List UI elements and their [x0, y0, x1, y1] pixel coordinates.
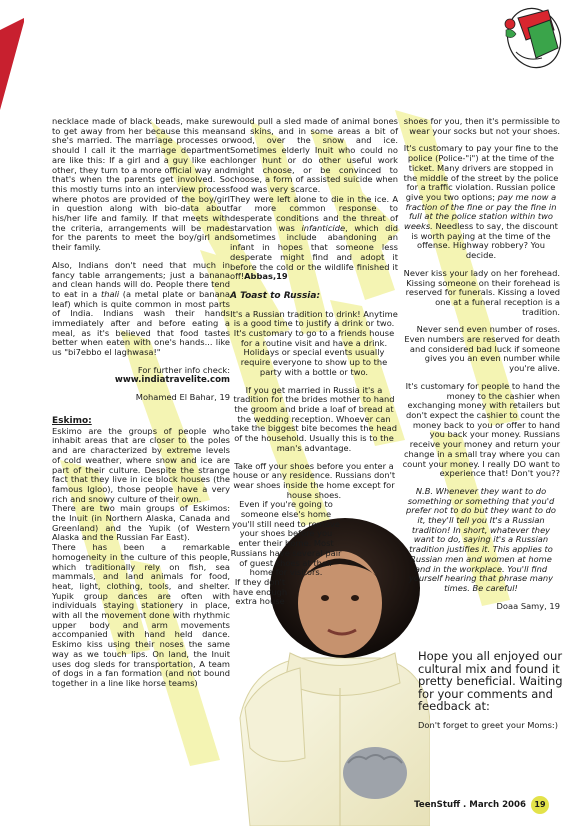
russia-shoes-paragraph: Take off your shoes before you enter a house or any residence. Russians don't wear shoes inside the home except for house shoes.	[232, 460, 396, 500]
bits-and-pieces-logo-icon	[488, 0, 566, 75]
column-middle	[230, 117, 398, 607]
russia-nb-paragraph: N.B. Whenever they want to do something or something that you'd prefer not to do but they want to do it, they'll tell you It's a Russian tradition! In short, whatever they want to do, saying it's a Russian tradition justifies it. This applies to Russian men and women at home and in the workplace. You'll find yourself hearing that phrase many times. Be careful!	[406, 485, 556, 593]
eskimo-infanticide-paragraph	[230, 195, 398, 282]
russia-guest-shoes-paragraph: Even if you're going to someone else's home you'll still need to remove your shoes before you enter their home. Most Russians have several pair of guest shoes at their home for visitors.	[230, 499, 342, 578]
eskimo-groups-paragraph: There are two main groups of Eskimos: the Inuit (in Northern Alaska, Canada and Greenland) and the Yupik (of Western Alaska and the Russian Far East).	[52, 503, 230, 543]
russia-wedding-paragraph: If you get married in Russia it's a tradition for the brides mother to hand the groom and bride a loaf of bread at the wedding reception. Whoever can take the biggest bite becomes the head of the household. Usually this is to the man's advantage.	[231, 384, 397, 453]
eskimo-intro-paragraph: Eskimo are the groups of people who inhabit areas that are closer to the poles and are characterized by extreme levels of cold weather, where snow and ice are part of their culture. Despite the strange fact that they live in ice block houses (the famous Igloo), those people have a very rich and snowy culture of their own.	[52, 425, 230, 504]
info-label: For further info check:	[137, 364, 230, 375]
russia-forehead-paragraph: Never kiss your lady on her forehead. Kissing someone on their forehead is reserved for funerals. Kissing a loved one at a funeral reception is a tradition.	[403, 267, 560, 317]
closing-note	[418, 650, 564, 730]
red-corner-wedge	[0, 0, 24, 110]
text-run: (a metal plate or banana leaf) which is quite common in most parts of India. Indians wash their hands immediately after and before eating a meal, as it's believed that food tastes better when eaten with one's hands... like us "bi7ebbo el laghwasa!"	[52, 288, 231, 358]
russia-extra-shoes-paragraph: If they don't have enough extra house	[232, 576, 288, 607]
page-number-badge: 19	[531, 796, 549, 814]
text-run: Needless to say, the discount is worth paying at the time of the offense. Highway robbery? You decide.	[411, 221, 558, 261]
info-url-link[interactable]: www.indiatravelite.com	[114, 374, 230, 385]
text-run: , which did sometimes include abandoning an infant in hopes that someone less desperate might find and adopt it before the cold or the wildlife finished it off!	[230, 222, 398, 282]
eskimo-heading: Eskimo:	[52, 415, 92, 426]
page-footer	[414, 796, 549, 814]
author-doaa: Doaa Samy, 19	[496, 600, 560, 611]
infanticide-term: infanticide	[301, 222, 346, 233]
closing-main-text: Hope you all enjoyed our cultural mix and found it pretty beneficial. Waiting for your comments and feedback at:	[418, 649, 563, 713]
india-marriage-paragraph: necklace made of black beads, make sure to get away from her because this means she's married. The marriage processes or should I call it the marriage department are like this: If a girl and a guy like each other, they turn to a more official way and that's when the parents get involved. So this mostly turns into an interview process where photos are provided of the boy/girl in question along with bio-data about his/her life and family. If that meets with the criteria, arrangements will be made for the parents to meet the boy/girl and their family.	[52, 116, 230, 253]
author-abbas: Abbas,19	[244, 271, 288, 282]
author-mohamed: Mohamed El Bahar, 19	[135, 392, 230, 403]
eskimo-sled-paragraph: would pull a sled made of animal bones and skins, and in some areas a bit of wood, over the snow and ice. Sometimes elderly Inuit who could no longer hunt or do other useful work might choose, or be convinced to choose, a form of assisted suicide when food was very scarce.	[230, 116, 398, 194]
police-options-text: pay me now a fraction of the fine or pay the fine in full at the police station within two weeks.	[404, 191, 557, 232]
column-right	[402, 117, 560, 619]
text-run: They were left alone to die in the ice. A far more common response to desperate conditions and the threat of starvation was	[230, 193, 398, 233]
column-left	[52, 117, 230, 697]
russia-heading: A Toast to Russia:	[230, 290, 321, 301]
text-run: Also, Indians don't need that much in fancy table arrangements; just a banana and clean hands will do. People there tend to eat in a	[52, 259, 230, 299]
closing-sub-text: Don't forget to greet your Moms:)	[418, 719, 558, 730]
russia-drink-paragraph: It's a Russian tradition to drink! Anytime is a good time to justify a drink or two. It's customary to go to a friends house for a routine visit and have a drink. Holidays or special events usually require everyone to show up to the party with a bottle or two.	[230, 308, 398, 377]
eskimo-culture-paragraph: There has been a remarkable homogeneity in the culture of this people, which traditionally rely on fish, sea mammals, and land animals for food, heat, light, clothing, tools, and shelter. Yupik group dances are often with individuals staying stationery in place, with all the movement done with rhythmic upper body and arm movements accompanied with hand held dance. Eskimo kiss using their noses the same way as we touch lips. On land, the Inuit uses dog sleds for transportation, A team of dogs in a fan formation (and not bound together in a line like horse teams)	[52, 542, 230, 688]
russia-police-paragraph	[402, 144, 560, 260]
russia-money-paragraph: It's customary for people to hand the money to the cashier when exchanging money with retailers but don't expect the cashier to count the money back to you or offer to hand you back your money. Russians receive your money and return your change in a small tray where you can count your money. I really DO want to experience that! Don't you??	[402, 380, 560, 479]
russia-socks-paragraph: shoes for you, then it's permissible to wear your socks but not your shoes.	[403, 116, 560, 136]
magazine-name: TeenStuff . March 2006	[414, 800, 526, 810]
russia-roses-paragraph: Never send even number of roses. Even numbers are reserved for death and considered bad luck if someone gives you an even number while you're alive.	[404, 324, 560, 374]
text-run: It's customary to pay your fine to the police (Police-"i") at the time of the ticket. Many drivers are stopped in the middle of the street by the police for a traffic violation. Russian police give you two options;	[403, 143, 559, 202]
thali-term: thali	[100, 288, 120, 299]
india-eating-paragraph	[52, 261, 230, 358]
